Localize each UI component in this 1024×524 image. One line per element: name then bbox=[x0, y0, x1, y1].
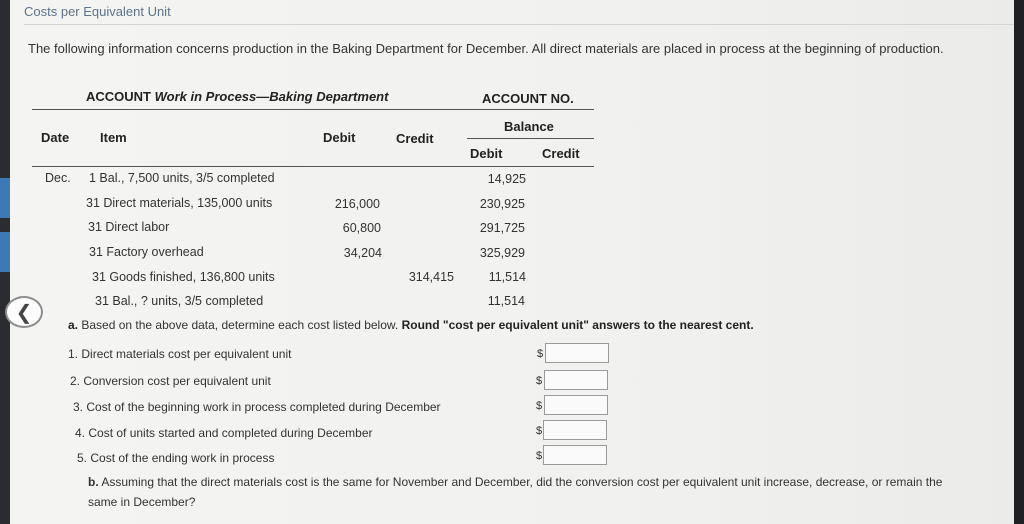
col-credit: Credit bbox=[396, 131, 434, 146]
row-item: 31 Direct materials, 135,000 units bbox=[86, 196, 273, 210]
col-date: Date bbox=[41, 130, 70, 145]
row-item: 31 Bal., ? units, 3/5 completed bbox=[95, 294, 264, 308]
col-balance-debit: Debit bbox=[470, 146, 503, 161]
row-item: 31 Direct labor bbox=[88, 220, 170, 234]
row-balance-debit: 14,925 bbox=[487, 172, 526, 186]
row-balance-debit: 325,929 bbox=[479, 246, 525, 260]
title-divider bbox=[24, 24, 1024, 25]
col-balance-credit: Credit bbox=[542, 146, 580, 161]
back-button[interactable] bbox=[5, 296, 43, 328]
account-title: ACCOUNT Work in Process—Baking Department bbox=[86, 89, 389, 104]
question-item-5: 5. Cost of the ending work in process bbox=[77, 451, 275, 465]
balance-rule bbox=[467, 138, 594, 139]
part-a-instructions: a. Based on the above data, determine each cost listed below. Round "cost per equivalent unit" answers to the nearest cent. bbox=[68, 318, 754, 332]
content-page bbox=[10, 0, 1014, 524]
row-credit: 314,415 bbox=[408, 270, 454, 284]
row-item: 31 Factory overhead bbox=[89, 245, 204, 259]
question-item-4: 4. Cost of units started and completed during December bbox=[75, 426, 373, 440]
question-item-1: 1. Direct materials cost per equivalent unit bbox=[68, 347, 292, 361]
part-b-question: b. Assuming that the direct materials cost is the same for November and December, did the conversion cost per equivalent unit increase, decrease, or remain the same in December? bbox=[88, 475, 943, 509]
col-item: Item bbox=[100, 130, 127, 145]
account-number-label: ACCOUNT NO. bbox=[482, 91, 574, 106]
col-balance: Balance bbox=[504, 119, 554, 134]
currency-symbol: $ bbox=[536, 375, 543, 387]
right-edge bbox=[1014, 0, 1024, 524]
row-item: 31 Goods finished, 136,800 units bbox=[92, 270, 275, 284]
row-balance-debit: 11,514 bbox=[488, 270, 526, 284]
row-debit: 34,204 bbox=[343, 246, 382, 260]
row-debit: 60,800 bbox=[342, 221, 381, 235]
currency-symbol: $ bbox=[536, 450, 543, 462]
chevron-left-icon: ❮ bbox=[15, 301, 33, 324]
row-balance-debit: 11,514 bbox=[487, 294, 525, 308]
row-balance-debit: 230,925 bbox=[479, 197, 525, 211]
started-completed-cost-input[interactable] bbox=[543, 420, 607, 440]
row-debit: 216,000 bbox=[334, 197, 380, 211]
col-debit: Debit bbox=[323, 130, 356, 145]
header-rule bbox=[32, 166, 594, 167]
currency-symbol: $ bbox=[536, 425, 543, 437]
question-item-2: 2. Conversion cost per equivalent unit bbox=[70, 374, 271, 388]
currency-symbol: $ bbox=[536, 400, 543, 412]
conversion-cost-input[interactable] bbox=[544, 370, 608, 390]
row-item: 1 Bal., 7,500 units, 3/5 completed bbox=[89, 171, 275, 185]
currency-symbol: $ bbox=[537, 348, 544, 360]
account-rule bbox=[32, 109, 594, 110]
intro-text: The following information concerns production in the Baking Department for December. All direct materials are placed in process at the beginning of production. bbox=[28, 41, 944, 56]
ending-wip-cost-input[interactable] bbox=[543, 445, 607, 465]
month-cell: Dec. bbox=[45, 171, 71, 185]
row-balance-debit: 291,725 bbox=[479, 221, 525, 235]
direct-materials-cost-input[interactable] bbox=[545, 343, 609, 363]
page-title: Costs per Equivalent Unit bbox=[24, 4, 171, 19]
question-item-3: 3. Cost of the beginning work in process completed during December bbox=[73, 400, 441, 414]
beginning-wip-cost-input[interactable] bbox=[544, 395, 608, 415]
